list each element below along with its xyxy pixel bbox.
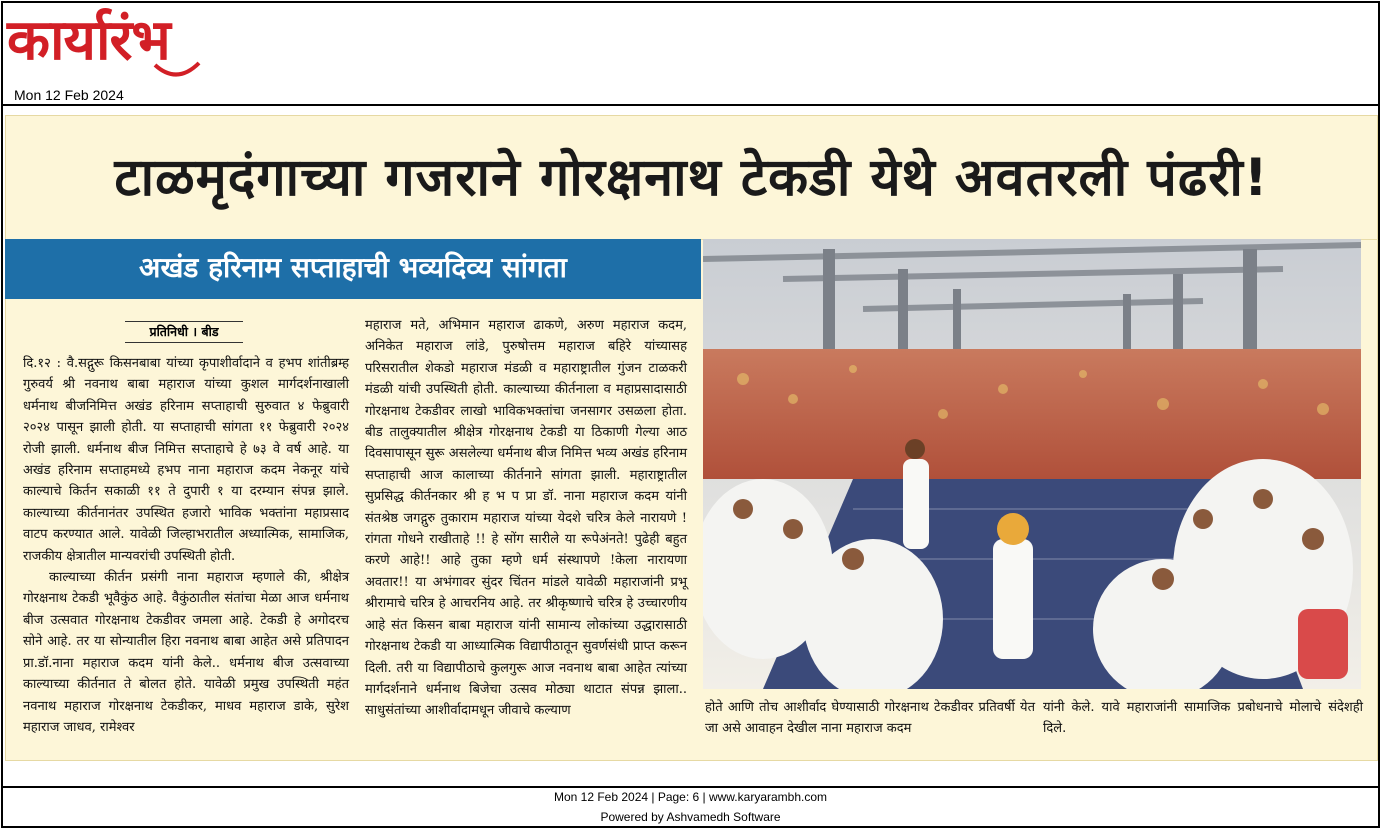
article-headline: टाळमृदंगाच्या गजराने गोरक्षनाथ टेकडी येथे अवतरली पंढरी! (114, 148, 1269, 208)
paragraph: यांनी केले. यावे महाराजांनी सामाजिक प्रबोधनाचे मोलाचे संदेशही दिले. (1043, 700, 1363, 737)
paragraph: महाराज मते, अभिमान महाराज ढाकणे, अरुण महाराज कदम, अनिकेत महाराज लांडे, पुरुषोत्तम महाराज बहिरे यांच्यासह परिसरातील शेकडो महाराज मंडळी व महाराष्ट्रातील गुंजन टाळकरी मंडळी यांची उपस्थिती होती. काल्याच्या कीर्तनाला व महाप्रसादासाठी गोरक्षनाथ टेकडीवर लाखो भाविकभक्तांचा जनसागर उसळला होता. बीड तालुक्यातील श्रीक्षेत्र गोरक्षनाथ टेकडी या ठिकाणी गेल्या आठ दिवसापासून सुरू असलेल्या धर्मनाथ बीज निमित्त भव्य अखंड हरिनाम सप्ताहाची आज कालाच्या कीर्तनाने सांगता झाली. महाराष्ट्रातील सुप्रसिद्ध कीर्तनकार श्री ह भ प प्रा डॉ. नाना महाराज कदम यांनी संतश्रेष्ठ जगद्गुरु तुकाराम महाराज यांच्या येदशे चरित्र केले नारायणे ! रांगता गोधने राखीताहे !! हे सोंग सारीले या रूपेअंनते! पुढेही बहुत करणे आहे!! आहे तुका म्हणे धर्म संस्थापणे !केला नारायणा अवतार!! या अभंगावर सुंदर चिंतन मांडले यावेळी महाराजांनी प्रभू श्रीरामाचे चरित्र हे आचरनिय आहे. तर श्रीकृष्णाचे चरित्र हे उच्चारणीय आहे संत किसन बाबा महाराज यांनी सामान्य लोकांच्या उद्धारासाठी गोरक्षनाथ टेकडी या आध्यात्मिक विद्यापीठातून सुवर्णसंधी प्राप्त करून दिली. तरी या विद्यापीठाचे कुलगुरू आज नवनाथ बाबा आहेत त्यांच्या मार्गदर्शनाने धर्मनाथ बिजेचा उत्सव मोठ्या थाटात संपन्न झाला.. साधुसंतांच्या आशीर्वादामधून जीवाचे कल्याण (365, 318, 687, 719)
article-column-2 (365, 315, 687, 722)
article-photo (703, 239, 1361, 689)
crowd-photo-image (703, 239, 1361, 689)
masthead (3, 3, 1378, 106)
logo-swoosh-icon (153, 61, 201, 83)
page-frame (1, 1, 1380, 828)
footer-divider (3, 786, 1378, 788)
article-subheadline-bar (5, 239, 701, 299)
paragraph: काल्याच्या कीर्तन प्रसंगी नाना महाराज म्हणाले की, श्रीक्षेत्र गोरक्षनाथ टेकडी भूवैकुंठ आहे. वैकुंठातील संतांचा मेळा आज धर्मनाथ बीज उत्सवात गोरक्षनाथ टेकडीवर जमला आहे. टेकडी हे अगोदरच सोने आहे. तर या सोन्यातील हिरा नवनाथ बाबा आहेत असे प्रतिपादन प्रा.डॉ.नाना महाराज कदम यांनी केले.. धर्मनाथ बीज उत्सवाच्या काल्याच्या कीर्तनात ते बोलत होते. यावेळी प्रमुख उपस्थिती महंत नवनाथ महाराज गोरक्षनाथ टेकडीकर, माधव महाराज डाके, सुरेश महाराज जाधव, रामेश्वर (23, 570, 349, 735)
article-column-1 (23, 353, 349, 738)
footer-powered-by: Powered by Ashvamedh Software (600, 810, 781, 824)
edition-date: Mon 12 Feb 2024 (14, 87, 124, 103)
article-column-4 (1043, 697, 1363, 740)
newspaper-page (5, 115, 1378, 761)
footer-page-info[interactable]: Mon 12 Feb 2024 | Page: 6 | www.karyarambh.com (553, 790, 828, 804)
paragraph: होते आणि तोच आशीर्वाद घेण्यासाठी गोरक्षनाथ टेकडीवर प्रतिवर्षी येत जा असे आवाहन देखील नाना महाराज कदम (705, 700, 1035, 737)
article-subheadline: अखंड हरिनाम सप्ताहाची भव्यदिव्य सांगता (139, 251, 567, 284)
paragraph: दि.१२ : वै.सद्गुरू किसनबाबा यांच्या कृपाशीर्वादाने व हभप शांतीब्रम्ह गुरुवर्य श्री नवनाथ बाबा महाराज यांच्या कुशल मार्गदर्शनाखाली धर्मनाथ बीजनिमित्त अखंड हरिनाम सप्ताहाची सुरुवात ४ फेब्रुवारी २०२४ पासून झाली होती. या सप्ताहाची सांगता ११ फेब्रुवारी २०२४ रोजी झाली. धर्मनाथ बीज निमित्त सप्ताहाचे हे ७३ वे वर्ष आहे. या अखंड हरिनाम सप्ताहमध्ये हभप नाना महाराज कदम नेकनूर यांचे काल्याचे किर्तन सकाळी ११ ते दुपारी १ या दरम्यान संपन्न झाले. काल्याच्या कीर्तनानंतर उपस्थित हजारो भाविक भक्तांना महाप्रसाद वाटप करण्यात आले. यावेळी जिल्हाभरातील अध्यात्मिक, सामाजिक, राजकीय क्षेत्रातील मान्यवरांची उपस्थिती होती. (23, 356, 349, 564)
byline: प्रतिनिधी । बीड (125, 321, 243, 343)
newspaper-logo[interactable]: कार्यारंभ (7, 8, 170, 73)
headline-band (5, 121, 1378, 240)
article-column-3 (705, 697, 1035, 740)
